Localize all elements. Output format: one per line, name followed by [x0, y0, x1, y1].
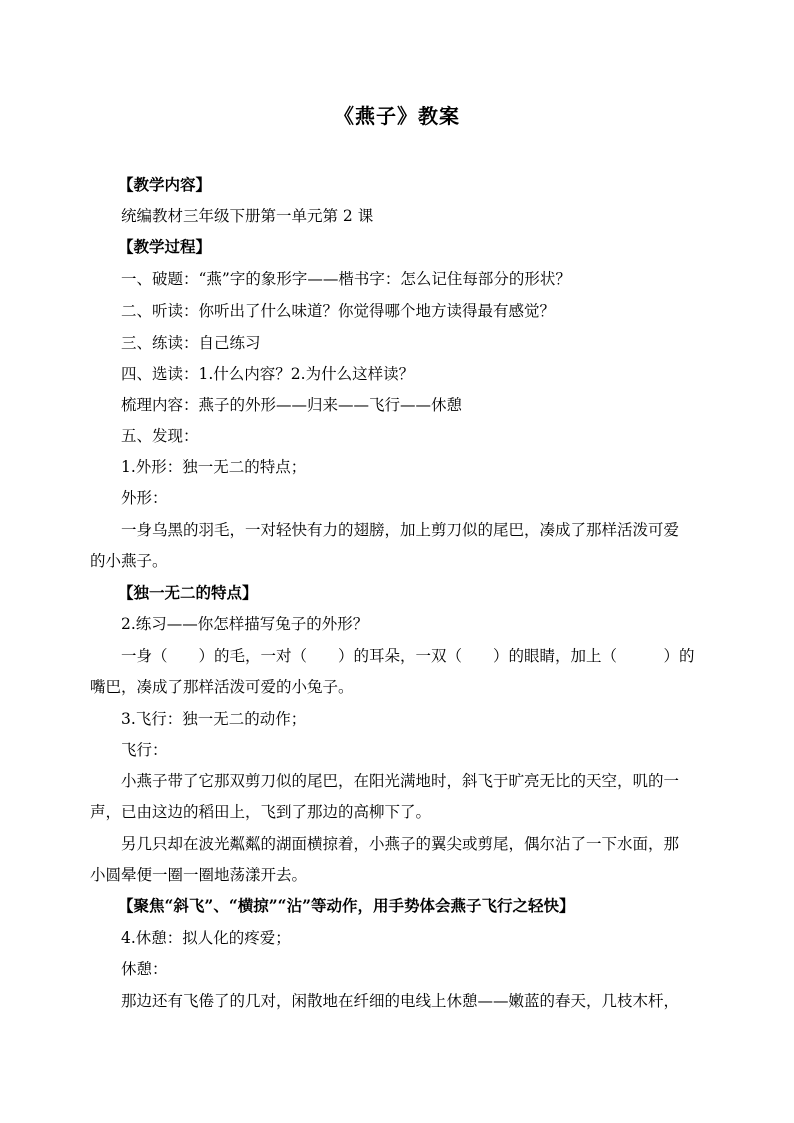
paragraph: 1.外形：独一无二的特点； [121, 458, 307, 476]
section-heading-content: 【教学内容】 [118, 175, 212, 194]
paragraph: 三、练读：自己练习 [121, 334, 261, 352]
paragraph: 休憩： [121, 960, 168, 978]
paragraph: 另几只却在波光粼粼的湖面横掠着，小燕子的翼尖或剪尾，偶尔沾了一下水面，那 [121, 835, 680, 853]
paragraph: 2.练习——你怎样描写兔子的外形？ [121, 615, 369, 633]
fill-in-exercise: 一身（ ）的毛，一对（ ）的耳朵，一双（ ）的眼睛，加上（ ）的 [121, 647, 695, 665]
paragraph: 小燕子带了它那双剪刀似的尾巴，在阳光满地时，斜飞于旷亮无比的天空，叽的一 [121, 772, 680, 790]
section-heading-process: 【教学过程】 [118, 237, 212, 256]
paragraph: 4.休憩：拟人化的疼爱； [121, 929, 291, 947]
paragraph: 的小燕子。 [90, 552, 168, 570]
highlight-note: 【独一无二的特点】 [118, 583, 258, 602]
paragraph: 外形： [121, 489, 168, 507]
paragraph: 那边还有飞倦了的几对，闲散地在纤细的电线上休憩——嫩蓝的春天，几枝木杆， [121, 992, 680, 1010]
paragraph: 梳理内容：燕子的外形——归来——飞行——休憩 [121, 396, 463, 414]
paragraph: 飞行： [121, 741, 168, 759]
paragraph: 3.飞行：独一无二的动作； [121, 710, 307, 728]
paragraph: 二、听读：你听出了什么味道？你觉得哪个地方读得最有感觉？ [121, 302, 556, 320]
paragraph: 小圆晕便一圈一圈地荡漾开去。 [90, 866, 308, 884]
paragraph: 统编教材三年级下册第一单元第 2 课 [121, 207, 374, 225]
highlight-note: 【聚焦“斜飞”、“横掠”“沾”等动作，用手势体会燕子飞行之轻快】 [118, 896, 575, 915]
paragraph: 声，已由这边的稻田上，飞到了那边的高柳下了。 [90, 803, 432, 821]
page-title: 《燕子》教案 [334, 104, 460, 128]
paragraph: 一身乌黑的羽毛，一对轻快有力的翅膀，加上剪刀似的尾巴，凑成了那样活泼可爱 [121, 521, 680, 539]
paragraph: 一、破题：“燕”字的象形字——楷书字：怎么记住每部分的形状？ [121, 270, 571, 288]
fill-in-exercise: 嘴巴，凑成了那样活泼可爱的小兔子。 [90, 678, 354, 696]
paragraph: 五、发现： [121, 427, 199, 445]
paragraph: 四、选读：1.什么内容？2.为什么这样读？ [121, 365, 415, 383]
